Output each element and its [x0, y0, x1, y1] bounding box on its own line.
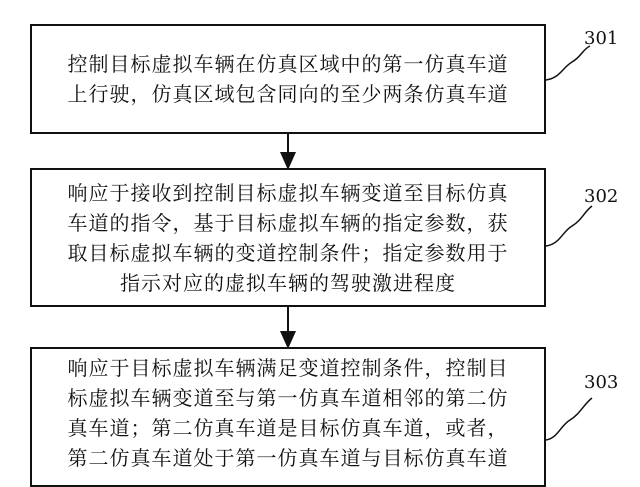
ref-numeral-303: 303	[584, 372, 619, 393]
leader-301	[546, 46, 590, 80]
step-text-line: 真车道；第二仿真车道是目标仿真车道，或者，	[67, 416, 509, 440]
ref-numeral-302: 302	[584, 186, 619, 207]
step-text-line: 上行驶，仿真区域包含同向的至少两条仿真车道	[67, 82, 509, 106]
step-text-line: 响应于目标虚拟车辆满足变道控制条件，控制目	[67, 356, 509, 380]
ref-numeral-301: 301	[584, 28, 619, 49]
step-box-303	[30, 347, 546, 487]
step-text-line: 取目标虚拟车辆的变道控制条件；指定参数用于	[67, 240, 509, 265]
step-text-line: 标虚拟车辆变道至与第一仿真车道相邻的第二仿	[67, 386, 509, 410]
step-text-line: 指示对应的虚拟车辆的驾驶激进程度	[120, 270, 456, 295]
step-text-line: 车道的指令，基于目标虚拟车辆的指定参数，获	[67, 210, 509, 235]
leader-303	[546, 398, 592, 440]
leader-302	[546, 206, 592, 246]
step-text-line: 控制目标虚拟车辆在仿真区域中的第一仿真车道	[67, 52, 509, 76]
step-text-line: 响应于接收到控制目标虚拟车辆变道至目标仿真	[67, 180, 509, 205]
step-box-302	[30, 168, 546, 307]
step-box-301	[30, 24, 546, 134]
step-text-line: 第二仿真车道处于第一仿真车道与目标仿真车道	[67, 446, 509, 470]
